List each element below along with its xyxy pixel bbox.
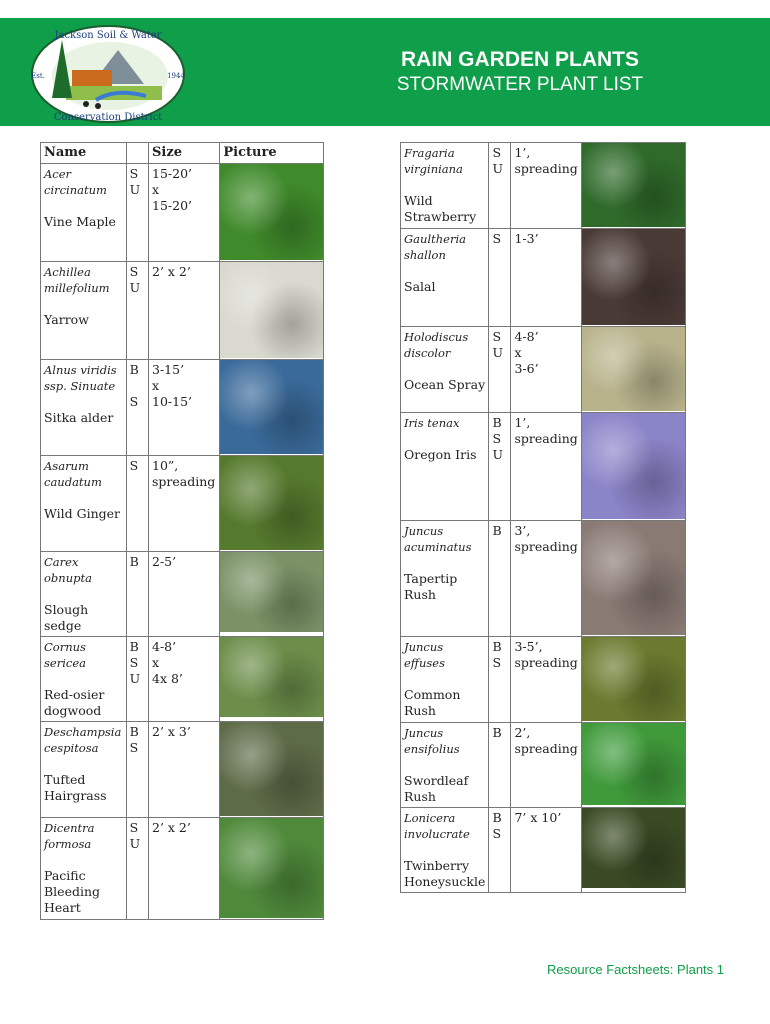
plant-photo — [220, 722, 323, 816]
header-banner — [0, 18, 770, 126]
plant-name-cell — [401, 723, 489, 808]
plant-row — [41, 552, 324, 637]
plant-photo — [220, 456, 323, 550]
plant-row — [41, 360, 324, 456]
common-name: Red-osier dogwood — [44, 687, 105, 718]
exposure-code: B — [126, 552, 148, 637]
scientific-name: Fragaria virginiana — [404, 146, 463, 176]
exposure-code: S U — [126, 818, 148, 920]
plant-row — [41, 456, 324, 552]
plant-name-cell — [41, 456, 127, 552]
exposure-code: B S — [489, 637, 511, 723]
scientific-name: Iris tenax — [404, 416, 460, 430]
plant-size: 3’, spreading — [511, 521, 581, 637]
exposure-code: S U — [489, 327, 511, 413]
plant-row — [401, 229, 686, 327]
plant-row — [401, 808, 686, 893]
plant-size: 1’, spreading — [511, 413, 581, 521]
plant-size: 4-8’ x 4x 8’ — [149, 637, 220, 722]
exposure-code: B S — [126, 722, 148, 818]
scientific-name: Lonicera involucrate — [404, 811, 470, 841]
exposure-code: S U — [126, 262, 148, 360]
plant-size: 2’ x 3’ — [149, 722, 220, 818]
size-header: Size — [149, 143, 220, 164]
common-name: Yarrow — [44, 312, 89, 327]
common-name: Sitka alder — [44, 410, 114, 425]
common-name: Common Rush — [404, 687, 461, 718]
scientific-name: Alnus viridis ssp. Sinuate — [44, 363, 117, 393]
footer-text: Resource Factsheets: Plants 1 — [546, 962, 724, 977]
plant-name-cell — [401, 637, 489, 723]
scientific-name: Dicentra formosa — [44, 821, 95, 851]
plant-picture-cell — [581, 723, 685, 808]
plant-size: 3-15’ x 10-15’ — [149, 360, 220, 456]
exposure-code: S — [489, 229, 511, 327]
common-name: Tufted Hairgrass — [44, 772, 107, 803]
plant-picture-cell — [220, 552, 324, 637]
plant-row — [41, 262, 324, 360]
plant-picture-cell — [581, 521, 685, 637]
common-name: Twinberry Honeysuckle — [404, 858, 486, 889]
plant-row — [41, 818, 324, 920]
scientific-name: Juncus ensifolius — [404, 726, 460, 756]
plant-photo — [220, 637, 323, 717]
plant-name-cell — [41, 722, 127, 818]
plant-row — [401, 327, 686, 413]
common-name: Swordleaf Rush — [404, 773, 469, 804]
exposure-code: S U — [126, 164, 148, 262]
common-name: Tapertip Rush — [404, 571, 458, 602]
plant-photo — [582, 521, 685, 635]
plant-size: 2’ x 2’ — [149, 262, 220, 360]
plant-picture-cell — [581, 229, 685, 327]
scientific-name: Achillea millefolium — [44, 265, 110, 295]
scientific-name: Gaultheria shallon — [404, 232, 466, 262]
plant-size: 2-5’ — [149, 552, 220, 637]
plant-name-cell — [41, 164, 127, 262]
plant-row — [41, 164, 324, 262]
plant-photo — [582, 229, 685, 325]
plant-size: 4-8’ x 3-6’ — [511, 327, 581, 413]
plant-name-cell — [41, 360, 127, 456]
scientific-name: Holodiscus discolor — [404, 330, 469, 360]
plant-picture-cell — [220, 360, 324, 456]
plant-photo — [220, 818, 323, 918]
plant-size: 1-3’ — [511, 229, 581, 327]
name-header: Name — [41, 143, 127, 164]
common-name: Wild Strawberry — [404, 193, 477, 224]
plant-photo — [582, 413, 685, 519]
plant-name-cell — [401, 229, 489, 327]
page-subtitle: STORMWATER PLANT LIST — [396, 74, 644, 95]
plant-size: 2’, spreading — [511, 723, 581, 808]
plant-name-cell — [41, 818, 127, 920]
plant-size: 10”, spreading — [149, 456, 220, 552]
plant-row — [41, 637, 324, 722]
exposure-code: B — [489, 521, 511, 637]
plant-photo — [582, 808, 685, 888]
plant-row — [401, 413, 686, 521]
plant-picture-cell — [581, 637, 685, 723]
table-header-row — [41, 143, 324, 164]
plant-name-cell — [401, 143, 489, 229]
plant-table-right — [400, 142, 686, 893]
plant-picture-cell — [581, 143, 685, 229]
scientific-name: Acer circinatum — [44, 167, 107, 197]
exposure-code: S U — [489, 143, 511, 229]
plant-size: 2’ x 2’ — [149, 818, 220, 920]
common-name: Slough sedge — [44, 602, 89, 633]
logo-left-text: Est. — [31, 72, 45, 80]
plant-name-cell — [41, 262, 127, 360]
scientific-name: Cornus sericea — [44, 640, 86, 670]
common-name: Vine Maple — [44, 214, 116, 229]
plant-picture-cell — [581, 327, 685, 413]
plant-size: 1’, spreading — [511, 143, 581, 229]
plant-name-cell — [41, 637, 127, 722]
plant-size: 3-5’, spreading — [511, 637, 581, 723]
code-header — [126, 143, 148, 164]
plant-row — [401, 723, 686, 808]
scientific-name: Juncus effuses — [404, 640, 445, 670]
common-name: Oregon Iris — [404, 447, 477, 462]
plant-photo — [582, 327, 685, 411]
plant-row — [41, 722, 324, 818]
scientific-name: Deschampsia cespitosa — [44, 725, 122, 755]
exposure-code: B S U — [126, 637, 148, 722]
scientific-name: Asarum caudatum — [44, 459, 102, 489]
plant-name-cell — [401, 413, 489, 521]
picture-header: Picture — [220, 143, 324, 164]
plant-row — [401, 521, 686, 637]
plant-picture-cell — [220, 164, 324, 262]
plant-picture-cell — [220, 722, 324, 818]
logo-bottom-text: Conservation District — [53, 112, 163, 123]
common-name: Salal — [404, 279, 436, 294]
plant-photo — [582, 723, 685, 805]
plant-size: 7’ x 10’ — [511, 808, 581, 893]
logo-top-text: Jackson Soil & Water — [54, 30, 162, 41]
plant-photo — [220, 262, 323, 358]
plant-picture-cell — [220, 456, 324, 552]
plant-size: 15-20’ x 15-20’ — [149, 164, 220, 262]
plant-photo — [220, 360, 323, 454]
plant-photo — [582, 637, 685, 721]
exposure-code: S — [126, 456, 148, 552]
common-name: Wild Ginger — [44, 506, 121, 521]
plant-row — [401, 143, 686, 229]
plant-photo — [582, 143, 685, 227]
common-name: Pacific Bleeding Heart — [44, 868, 101, 915]
plant-row — [401, 637, 686, 723]
plant-picture-cell — [581, 413, 685, 521]
exposure-code: B S U — [489, 413, 511, 521]
plant-photo — [220, 552, 323, 632]
plant-picture-cell — [220, 818, 324, 920]
plant-photo — [220, 164, 323, 260]
page-title: RAIN GARDEN PLANTS — [400, 48, 639, 71]
exposure-code: B S — [126, 360, 148, 456]
plant-picture-cell — [581, 808, 685, 893]
plant-table-left — [40, 142, 324, 920]
plant-name-cell — [401, 521, 489, 637]
plant-name-cell — [401, 808, 489, 893]
district-logo — [26, 22, 186, 126]
common-name: Ocean Spray — [404, 377, 486, 392]
exposure-code: B S — [489, 808, 511, 893]
logo-right-text: 1944 — [167, 72, 185, 80]
exposure-code: B — [489, 723, 511, 808]
plant-name-cell — [41, 552, 127, 637]
plant-picture-cell — [220, 262, 324, 360]
plant-name-cell — [401, 327, 489, 413]
scientific-name: Carex obnupta — [44, 555, 92, 585]
plant-picture-cell — [220, 637, 324, 722]
scientific-name: Juncus acuminatus — [404, 524, 472, 554]
